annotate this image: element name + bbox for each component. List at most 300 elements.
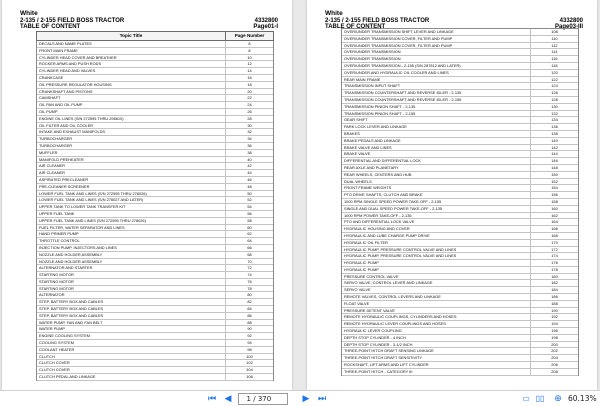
table-row[interactable] (342, 179, 578, 186)
table-row[interactable] (37, 157, 273, 164)
page-number: 46 (247, 176, 252, 182)
document-subtitle: TABLE OF CONTENT (20, 24, 81, 30)
table-row[interactable] (342, 206, 578, 213)
page-number: 204 (551, 355, 558, 361)
page-number: 114 (551, 49, 558, 55)
page-number: 174 (551, 253, 558, 259)
toc-table (36, 31, 274, 381)
document-title: 2-135 / 2-155 FIELD BOSS TRACTOR (20, 17, 125, 24)
topic-title: STEP, BATTERY BOX AND CABLES (37, 313, 226, 319)
brand-name: White (20, 10, 38, 17)
page-number: 150 (551, 171, 558, 177)
page-number: 162 (551, 212, 558, 218)
topic-title: ENGINE COOLING SYSTEM (37, 333, 226, 339)
page-number: 90 (247, 326, 252, 332)
topic-title: PTO AND DIFFERENTIAL LOCK VALVE (342, 219, 531, 225)
page-left (2, 0, 292, 390)
topic-title: OIL FILTER AND OIL COOLER (37, 123, 226, 129)
table-row[interactable] (37, 354, 273, 361)
topic-title: ALTERNATOR AND STARTER (37, 265, 226, 271)
table-row[interactable] (342, 63, 578, 70)
topic-title: OVER/UNDER TRANSMISSION SHIFT LEVER AND LINKAGE (342, 29, 531, 35)
topic-title: INTAKE AND EXHAUST MANIFOLDS (37, 129, 226, 135)
page-number: 202 (551, 348, 558, 354)
topic-title: NOZZLE AND HOLDER ASSEMBLY (37, 252, 226, 258)
table-row[interactable] (342, 226, 578, 233)
page-number: 188 (551, 300, 558, 306)
topic-title: SINGLE AND DUAL SPEED POWER TAKE-OFF - 2-135 (342, 206, 531, 212)
page-number: 156 (551, 192, 558, 198)
table-row[interactable] (37, 320, 273, 327)
page-number: 84 (247, 306, 252, 312)
topic-title: 1000 RPM SINGLE SPEED POWER TAKE-OFF - 2-155 (342, 199, 531, 205)
table-row[interactable] (37, 238, 273, 245)
table-row[interactable] (342, 348, 578, 355)
table-row[interactable] (37, 116, 273, 123)
table-row[interactable] (37, 292, 273, 299)
topic-title: HYDRAULIC PUMP (342, 260, 531, 266)
topic-title: THREE-POINT HITCH - CATEGORY III (342, 369, 531, 375)
table-row[interactable] (37, 68, 273, 75)
page-number: 128 (551, 96, 558, 102)
column-header-page: Page Number (234, 33, 265, 38)
topic-title: CRANKSHAFT AND PISTONS (37, 89, 226, 95)
table-row[interactable] (37, 177, 273, 184)
table-row[interactable] (342, 49, 578, 56)
page-number: 200 (551, 341, 558, 347)
table-row[interactable] (342, 56, 578, 63)
table-row[interactable] (37, 109, 273, 116)
table-row[interactable] (342, 104, 578, 111)
topic-title: STARTING MOTOR (37, 279, 226, 285)
topic-title: HYDRAULIC PUMP, PRESSURE CONTROL VALVE AND LINES (342, 253, 531, 259)
table-row[interactable] (342, 185, 578, 192)
page-number: 180 (551, 273, 558, 279)
topic-title: OVER/UNDER TRANSMISSION (342, 49, 531, 55)
page-number: 146 (551, 158, 558, 164)
table-row[interactable] (342, 219, 578, 226)
table-row[interactable] (342, 308, 578, 315)
table-row[interactable] (342, 213, 578, 220)
table-row[interactable] (37, 82, 273, 89)
page-number: 206 (551, 362, 558, 368)
page-number: 40 (247, 156, 252, 162)
page-number: 86 (247, 312, 252, 318)
page-number: 42 (247, 163, 252, 169)
topic-title: BRAKES (342, 131, 531, 137)
table-row[interactable] (37, 218, 273, 225)
table-row[interactable] (37, 55, 273, 62)
table-row[interactable] (37, 231, 273, 238)
table-row[interactable] (37, 286, 273, 293)
topic-title: STARTING MOTOR (37, 286, 226, 292)
page-number: 34 (247, 136, 252, 142)
page-number: 50 (247, 190, 252, 196)
table-row[interactable] (37, 143, 273, 150)
topic-title: ENGINE OIL LINES (S/N 272595 THRU 296610) (37, 116, 226, 122)
topic-title: CLUTCH (37, 354, 226, 360)
page-number: 208 (551, 368, 558, 374)
table-row[interactable] (342, 321, 578, 328)
page-number: 44 (247, 170, 252, 176)
topic-title: TURBOCHARGER (37, 143, 226, 149)
table-row[interactable] (37, 163, 273, 170)
topic-title: SERVO VALVE (342, 287, 531, 293)
table-row[interactable] (342, 280, 578, 287)
table-row[interactable] (342, 172, 578, 179)
table-row[interactable] (37, 41, 273, 48)
topic-title: HYDRAULIC HOUSING AND COVER (342, 226, 531, 232)
topic-title: UPPER FUEL TANK AND LINES (S/N 272595 THRU 278026) (37, 218, 226, 224)
topic-title: STARTING MOTOR (37, 272, 226, 278)
table-row[interactable] (37, 299, 273, 306)
topic-title: THREE-POINT HITCH DRAFT SENSING LINKAGE (342, 348, 531, 354)
topic-title: OIL PAN AND OIL PUMP (37, 102, 226, 108)
page-number: 14 (247, 68, 252, 74)
table-row[interactable] (342, 260, 578, 267)
document-code: 4332800 (559, 17, 583, 24)
viewer-toolbar (0, 390, 600, 406)
table-row[interactable] (342, 301, 578, 308)
table-row[interactable] (342, 192, 578, 199)
table-row[interactable] (342, 158, 578, 165)
table-row[interactable] (37, 95, 273, 102)
page-number: 20 (247, 88, 252, 94)
table-row[interactable] (342, 90, 578, 97)
table-row[interactable] (37, 225, 273, 232)
table-row[interactable] (342, 97, 578, 104)
topic-title: REMOTE VALVES, CONTROL LEVERS AND LINKAGE (342, 294, 531, 300)
topic-title: REMOTE HYDRAULIC LEVER COUPLINGS AND HOSES (342, 321, 531, 327)
table-row[interactable] (342, 274, 578, 281)
topic-title: INJECTION PUMP, INJECTORS AND LINES (37, 245, 226, 251)
page-number: 144 (551, 151, 558, 157)
page-number: 190 (551, 307, 558, 313)
page-number: 60 (247, 224, 252, 230)
page-number: 78 (247, 285, 252, 291)
topic-title: SERVO VALVE, CONTROL LEVER AND LINKAGE (342, 280, 531, 286)
page-number: 62 (247, 231, 252, 237)
toc-table (341, 28, 579, 376)
page-number: 68 (247, 251, 252, 257)
page-number: 164 (551, 219, 558, 225)
page-number: 198 (551, 334, 558, 340)
topic-title: TRANSMISSION PINION SHAFT - 2-135 (342, 104, 531, 110)
table-row[interactable] (37, 265, 273, 272)
topic-title: LOWER FUEL TANK AND LINES (S/N 278027 AND LATER) (37, 197, 226, 203)
topic-title: COOLANT HEATER (37, 347, 226, 353)
zoom-level[interactable]: 60.13% (568, 394, 597, 403)
page-number: 18 (247, 81, 252, 87)
table-row[interactable] (37, 211, 273, 218)
page-number-field[interactable] (238, 393, 288, 405)
topic-title: BRAKE VALVE AND LINES (342, 145, 531, 151)
table-row[interactable] (37, 360, 273, 367)
table-row[interactable] (342, 355, 578, 362)
topic-title: REAR MAIN FRAME (342, 77, 531, 83)
topic-title: PARK LOCK LEVER AND LINKAGE (342, 124, 531, 130)
table-row[interactable] (37, 197, 273, 204)
page-number: 56 (247, 210, 252, 216)
topic-title: OIL PRESSURE REGULATOR HOUSING (37, 82, 226, 88)
table-row[interactable] (342, 36, 578, 43)
topic-title: HYDRAULIC PUMP, PRESSURE CONTROL VALVE AND LINES (342, 247, 531, 253)
topic-title: PTO DRIVE SHAFTS, CLUTCH AND BRAKE (342, 192, 531, 198)
page-number: 118 (551, 62, 558, 68)
table-row[interactable] (342, 335, 578, 342)
topic-title: DUAL WHEELS (342, 179, 531, 185)
topic-title: BRAKE PEDALS AND LINKAGE (342, 138, 531, 144)
topic-title: UPPER TANK TO LOWER TANK TRANSFER KIT (37, 204, 226, 210)
table-row[interactable] (342, 29, 578, 36)
page-number: 172 (551, 246, 558, 252)
topic-title: ROCKSHAFT, LIFT ARMS AND LIFT CYLINDER (342, 362, 531, 368)
toc-rows (36, 41, 274, 381)
table-row[interactable] (342, 362, 578, 369)
topic-title: ROCKER ARMS AND PUSH RODS (37, 61, 226, 67)
table-row[interactable] (342, 253, 578, 260)
next-page-icon[interactable]: ▶ (302, 393, 310, 403)
first-page-icon[interactable]: ⏮ (207, 393, 217, 403)
page-number: 122 (551, 76, 558, 82)
topic-title: TRANSMISSION COUNTERSHAFT AND REVERSE IDLER - 2-135 (342, 90, 531, 96)
page-number: 76 (247, 278, 252, 284)
table-row[interactable] (37, 374, 273, 381)
table-row[interactable] (37, 326, 273, 333)
table-row[interactable] (37, 75, 273, 82)
topic-title: FUEL FILTER, WATER SEPARATOR AND LINES (37, 225, 226, 231)
table-row[interactable] (342, 70, 578, 77)
table-row[interactable] (342, 77, 578, 84)
table-row[interactable] (342, 233, 578, 240)
table-row[interactable] (342, 117, 578, 124)
topic-title: BRAKE VALVE (342, 151, 531, 157)
table-row[interactable] (37, 279, 273, 286)
table-row[interactable] (37, 136, 273, 143)
page-number: 72 (247, 265, 252, 271)
page-number: 154 (551, 185, 558, 191)
table-row[interactable] (37, 102, 273, 109)
topic-title: HYDRAULIC LEVER COUPLING (342, 328, 531, 334)
page-number: 110 (551, 35, 558, 41)
table-row[interactable] (342, 328, 578, 335)
page-number: 166 (551, 226, 558, 232)
topic-title: REMOTE HYDRAULIC COUPLINGS, CYLINDERS AND HOSES (342, 314, 531, 320)
topic-title: TRANSMISSION PINION SHAFT - 2-155 (342, 111, 531, 117)
table-row[interactable] (37, 347, 273, 354)
page-number: 94 (247, 340, 252, 346)
column-header-topic: Topic Title (37, 32, 226, 40)
table-row[interactable] (342, 138, 578, 145)
page-number: 98 (247, 346, 252, 352)
topic-title: CLUTCH COVER (37, 367, 226, 373)
topic-title: DEPTH STOP CYLINDER - 4 INCH (342, 335, 531, 341)
table-row[interactable] (37, 204, 273, 211)
topic-title: COOLING SYSTEM (37, 340, 226, 346)
page-number: 152 (551, 178, 558, 184)
topic-title: REAR AXLE AND PLANETARY (342, 165, 531, 171)
page-number: 100 (246, 353, 253, 359)
page-number: 102 (246, 360, 253, 366)
topic-title: PRESSURE CONTROL VALVE (342, 274, 531, 280)
table-row[interactable] (342, 267, 578, 274)
topic-title: CLUTCH COVER (37, 360, 226, 366)
topic-title: OVER/UNDER TRANSMISSION (342, 56, 531, 62)
single-page-view-icon[interactable]: ▭ (522, 394, 530, 403)
page-number: 66 (247, 244, 252, 250)
table-row[interactable] (37, 129, 273, 136)
table-row[interactable] (37, 170, 273, 177)
document-subtitle: TABLE OF CONTENT (325, 24, 386, 30)
page-number: 104 (246, 367, 253, 373)
brand-name: White (325, 10, 343, 17)
page-number: 160 (551, 205, 558, 211)
table-row[interactable] (37, 184, 273, 191)
table-row[interactable] (342, 369, 578, 376)
page-number: 170 (551, 239, 558, 245)
previous-page-icon[interactable]: ◀ (224, 393, 232, 403)
current-page-input[interactable]: 1 (246, 395, 251, 403)
page-reference: Page01-I (253, 24, 278, 30)
page-number: 10 (247, 54, 252, 60)
page-number: 112 (551, 42, 558, 48)
toc-table-header (36, 31, 274, 41)
table-row[interactable] (342, 145, 578, 152)
topic-title: OVER/UNDER TRANSMISSION - 2-155 (S/N 287812 AND LATER) (342, 63, 531, 69)
page-number: 142 (551, 144, 558, 150)
table-row[interactable] (342, 165, 578, 172)
topic-title: DEPTH STOP CYLINDER - 3-1/2 INCH (342, 342, 531, 348)
table-row[interactable] (342, 314, 578, 321)
table-row[interactable] (342, 111, 578, 118)
table-row[interactable] (37, 259, 273, 266)
table-row[interactable] (37, 123, 273, 130)
zoom-icon[interactable]: ⊕ (554, 393, 562, 403)
table-row[interactable] (37, 313, 273, 320)
topic-title: CRANKCASE (37, 75, 226, 81)
table-row[interactable] (342, 287, 578, 294)
page-number: 38 (247, 149, 252, 155)
table-row[interactable] (342, 151, 578, 158)
topic-title: PRE-CLEANER SCREENER (37, 184, 226, 190)
page-number: 74 (247, 272, 252, 278)
table-row[interactable] (342, 294, 578, 301)
page-number: 16 (247, 74, 252, 80)
page-reference: Page03-III (554, 24, 583, 30)
page-number: 106 (246, 374, 253, 380)
topic-title: FRONT FRAME WEIGHTS (342, 185, 531, 191)
table-row[interactable] (342, 247, 578, 254)
table-row[interactable] (342, 83, 578, 90)
table-row[interactable] (37, 306, 273, 313)
topic-title: STEP, BATTERY BOX AND CABLES (37, 306, 226, 312)
table-row[interactable] (37, 340, 273, 347)
topic-title: MANIFOLD PREHEATER (37, 157, 226, 163)
table-row[interactable] (37, 272, 273, 279)
table-row[interactable] (342, 124, 578, 131)
topic-title: CLUTCH PEDAL AND LINKAGE (37, 374, 226, 380)
page-number: 134 (551, 117, 558, 123)
table-row[interactable] (37, 367, 273, 374)
topic-title: OVER/UNDER AND HYDRAULIC OIL COOLER AND LINES (342, 70, 531, 76)
topic-title: THREE-POINT HITCH DRAFT SENSITIVITY (342, 355, 531, 361)
topic-title: CYLINDER HEAD COVER AND BREATHER (37, 55, 226, 61)
table-row[interactable] (342, 131, 578, 138)
page-number: 82 (247, 299, 252, 305)
page-number: 28 (247, 115, 252, 121)
table-row[interactable] (37, 61, 273, 68)
table-row[interactable] (342, 43, 578, 50)
topic-title: HYDRAULIC OIL FILTER (342, 240, 531, 246)
page-number: 32 (247, 129, 252, 135)
page-number: 54 (247, 204, 252, 210)
topic-title: HYDRAULIC PUMP (342, 267, 531, 273)
page-header (20, 11, 278, 31)
last-page-icon[interactable]: ⏭ (317, 393, 327, 403)
page-number: 196 (551, 328, 558, 334)
page-number: 116 (551, 56, 558, 62)
topic-title: CYLINDER HEAD AND VALVES (37, 68, 226, 74)
topic-title: OVER/UNDER TRANSMISSION COVER, FILTER AND PUMP (342, 36, 531, 42)
topic-title: DIFFERENTIAL AND DIFFERENTIAL LOCK (342, 158, 531, 164)
topic-title: TRANSMISSION COUNTERSHAFT AND REVERSE IDLER - 2-155 (342, 97, 531, 103)
topic-title: MUFFLER (37, 150, 226, 156)
toc-rows (341, 28, 579, 376)
table-row[interactable] (37, 191, 273, 198)
page-number: 58 (247, 217, 252, 223)
table-row[interactable] (37, 252, 273, 259)
page-number: 178 (551, 266, 558, 272)
table-row[interactable] (342, 199, 578, 206)
total-pages-label: / 370 (253, 395, 272, 403)
table-row[interactable] (37, 333, 273, 340)
table-row[interactable] (37, 150, 273, 157)
table-row[interactable] (37, 245, 273, 252)
page-number: 70 (247, 258, 252, 264)
topic-title: REAR WHEELS, CENTERS AND HUB (342, 172, 531, 178)
page-number: 8 (248, 41, 251, 46)
table-row[interactable] (342, 240, 578, 247)
document-title: 2-135 / 2-155 FIELD BOSS TRACTOR (325, 17, 430, 24)
page-number: 184 (551, 287, 558, 293)
table-row[interactable] (342, 342, 578, 349)
page-number: 140 (551, 137, 558, 143)
topic-title: ALTERNATOR (37, 292, 226, 298)
page-number: 158 (551, 198, 558, 204)
page-number: 48 (247, 183, 252, 189)
table-row[interactable] (37, 48, 273, 55)
page-number: 132 (551, 110, 558, 116)
page-number: 108 (551, 29, 558, 34)
table-row[interactable] (37, 89, 273, 96)
page-right (307, 0, 597, 390)
topic-title: AIR CLEANER (37, 163, 226, 169)
page-number: 36 (247, 142, 252, 148)
topic-title: AIR CLEANER (37, 170, 226, 176)
two-page-view-icon[interactable]: ▯▯ (535, 394, 545, 403)
topic-title: DECALS AND NAME PLATES (37, 41, 226, 47)
page-number: 168 (551, 232, 558, 238)
topic-title: FLOAT VALVE (342, 301, 531, 307)
page-number: 130 (551, 103, 558, 109)
topic-title: OIL PUMP (37, 109, 226, 115)
topic-title: 1000 RPM POWER TAKE-OFF - 2-135 (342, 213, 531, 219)
page-number: 80 (247, 292, 252, 298)
topic-title: OVER/UNDER TRANSMISSION COVER, FILTER AND PUMP (342, 43, 531, 49)
page-number: 192 (551, 314, 558, 320)
page-number: 30 (247, 122, 252, 128)
topic-title: UPPER FUEL TANK (37, 211, 226, 217)
